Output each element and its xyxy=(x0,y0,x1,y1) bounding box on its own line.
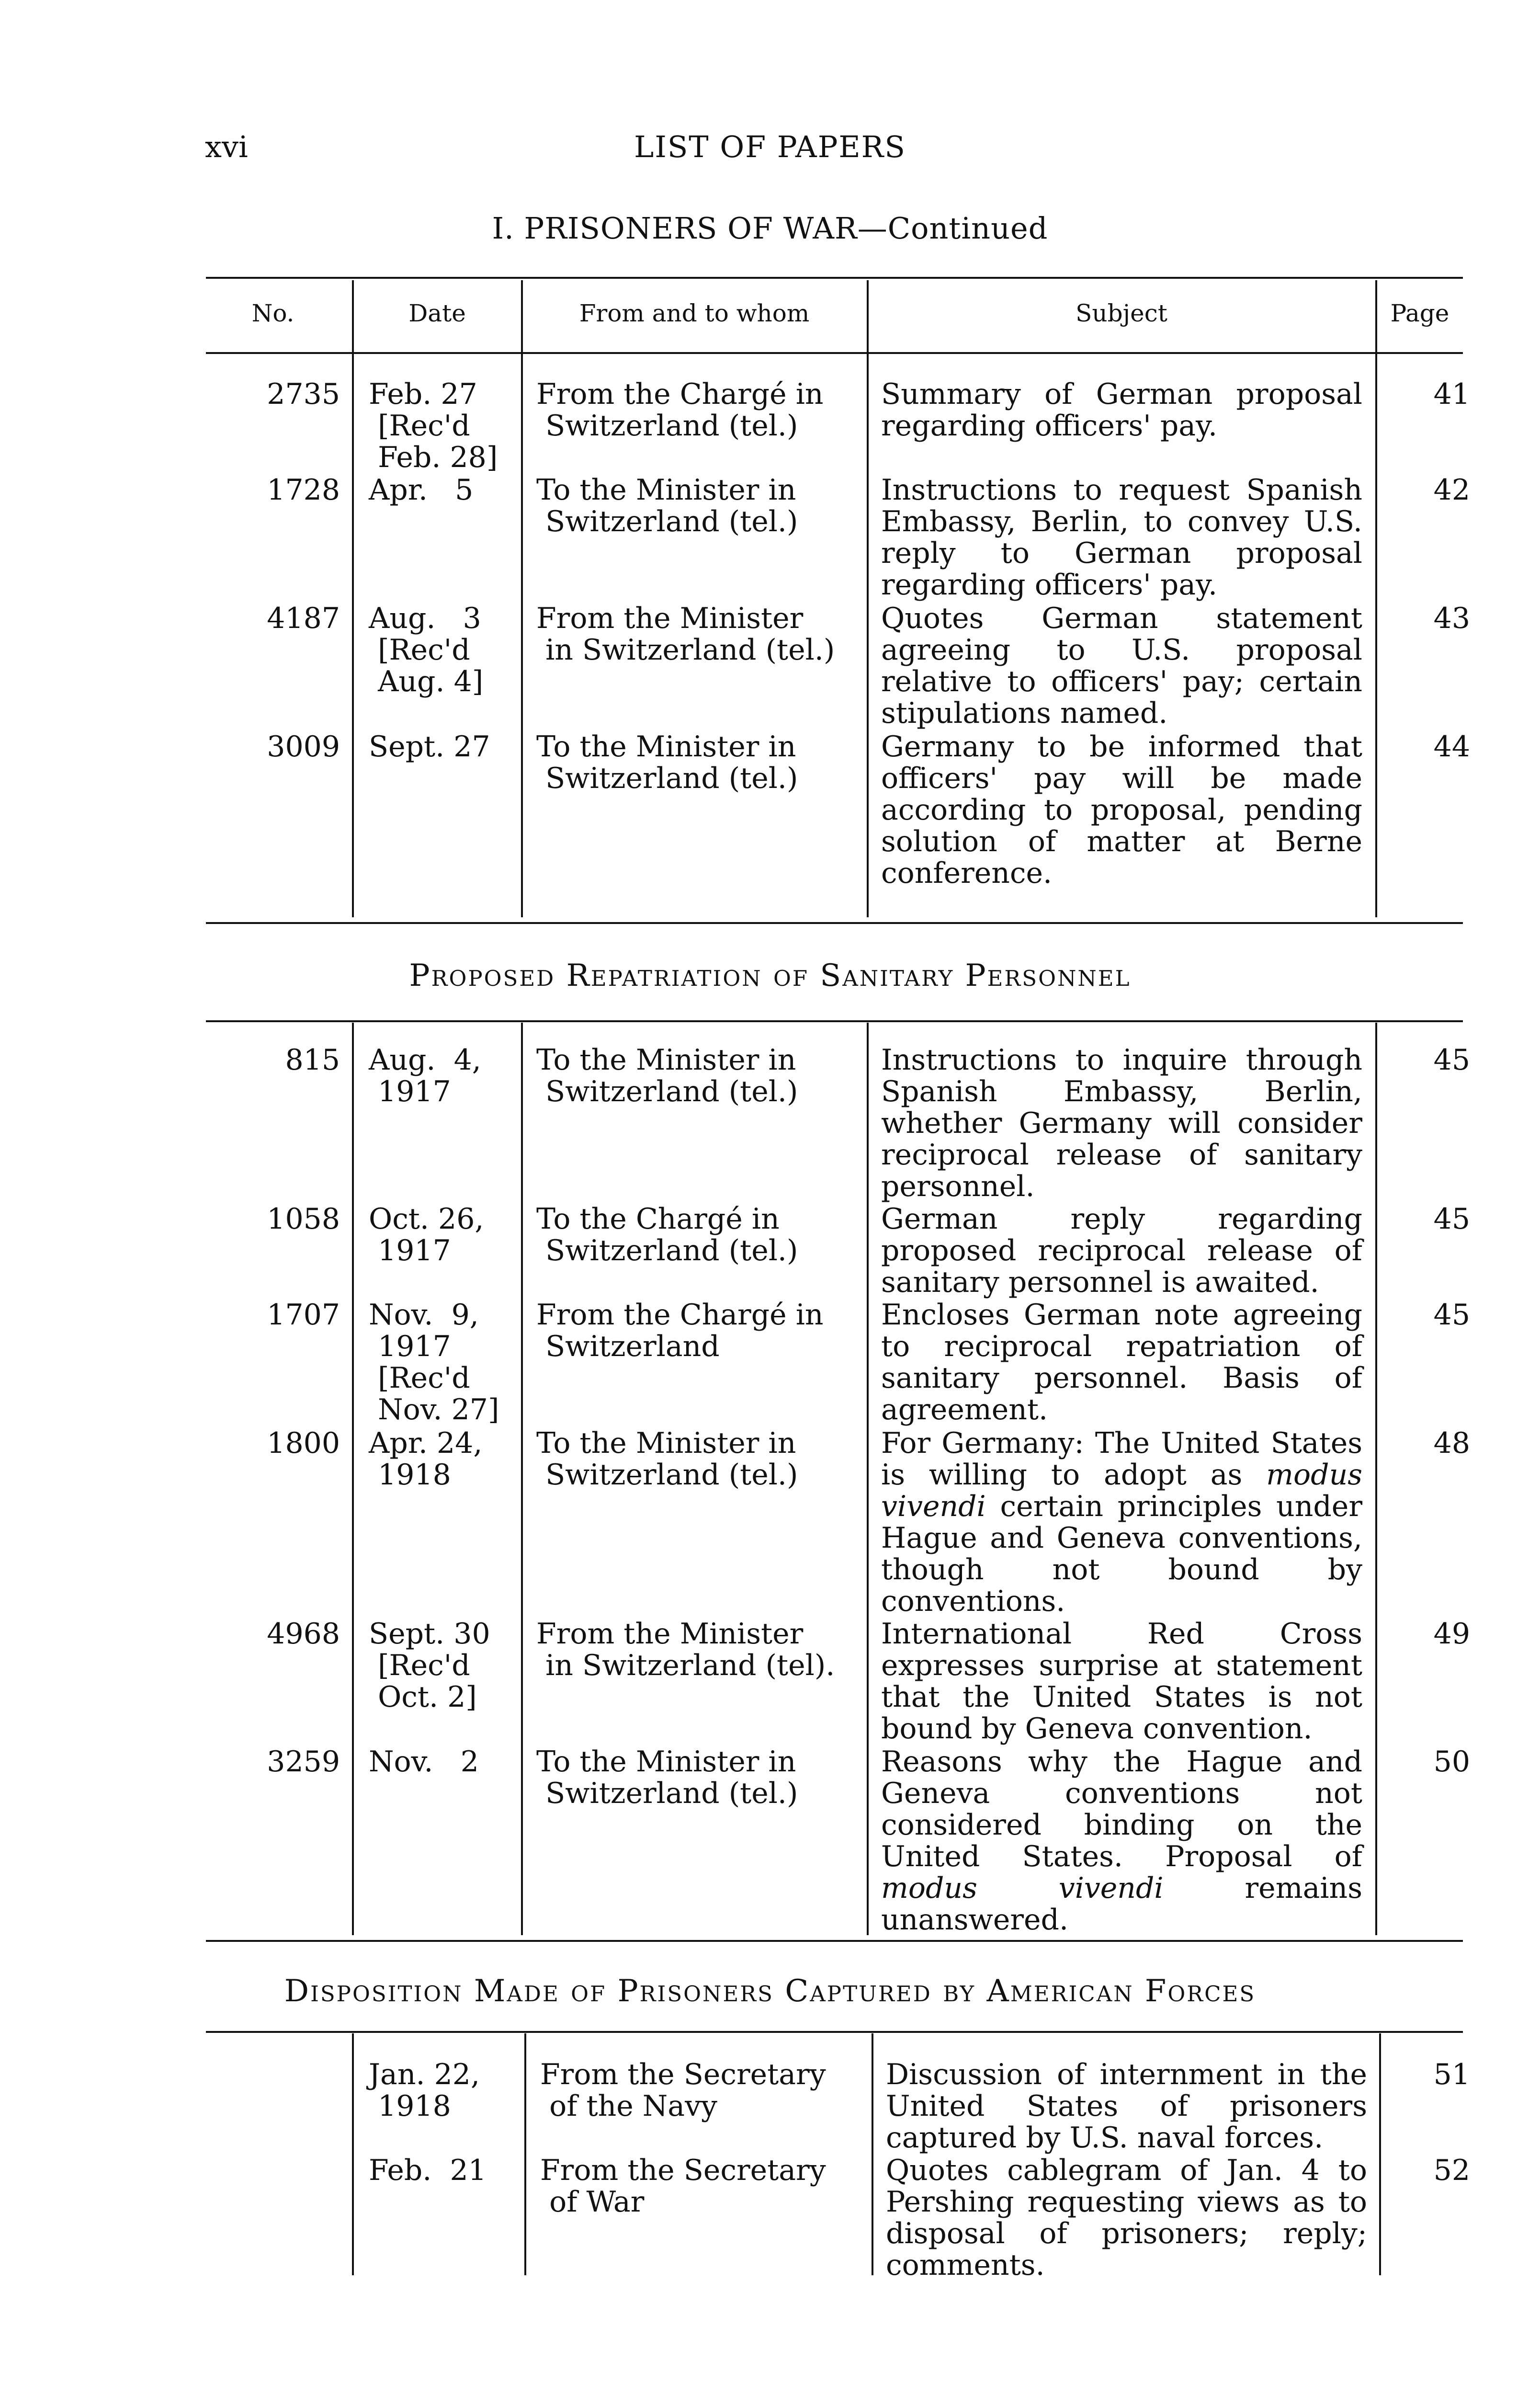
paper-from-to: From the Minister in Switzerland (tel). xyxy=(536,1617,835,1682)
col-divider xyxy=(524,2033,526,2275)
paper-subject: Summary of German proposal regarding officers' pay. xyxy=(881,377,1362,443)
col-divider xyxy=(872,2033,873,2275)
paper-no: 1728 xyxy=(267,473,340,507)
paper-date: Apr. 5 xyxy=(369,473,474,507)
paper-no: 2735 xyxy=(267,377,340,411)
table-top-rule xyxy=(206,1020,1463,1022)
paper-from-to: To the Minister in Switzerland (tel.) xyxy=(536,730,798,795)
paper-no: 1058 xyxy=(267,1202,340,1236)
paper-date: Aug. 3 [Rec'd Aug. 4] xyxy=(369,602,484,698)
page-header xyxy=(0,129,1540,177)
paper-date: Nov. 9, 1917 [Rec'd Nov. 27] xyxy=(369,1298,499,1426)
paper-subject: Instructions to inquire through Spanish Embassy, Berlin, whether Germany will consider reciprocal release of sanitary personnel. xyxy=(881,1043,1362,1203)
paper-date: Aug. 4, 1917 xyxy=(369,1043,481,1108)
table-top-rule xyxy=(206,277,1463,279)
paper-from-to: To the Minister in Switzerland (tel.) xyxy=(536,1745,798,1810)
subsection-title: Proposed Repatriation of Sanitary Personnel xyxy=(409,958,1131,993)
paper-no: 1707 xyxy=(267,1298,340,1332)
paper-from-to: To the Minister in Switzerland (tel.) xyxy=(536,1043,798,1108)
paper-from-to: From the Secretary of War xyxy=(540,2154,826,2219)
col-divider xyxy=(521,1023,523,1935)
paper-no: 1800 xyxy=(267,1426,340,1460)
paper-page: 41 xyxy=(1433,377,1470,411)
paper-page: 51 xyxy=(1433,2058,1470,2091)
paper-from-to: From the Chargé in Switzerland (tel.) xyxy=(536,377,824,443)
paper-date: Sept. 30 [Rec'd Oct. 2] xyxy=(369,1617,490,1714)
table-header-rule xyxy=(206,352,1463,354)
paper-subject: International Red Cross expresses surprise at statement that the United States is not bound by Geneva convention. xyxy=(881,1617,1362,1745)
col-header-page: Page xyxy=(1390,299,1449,327)
paper-subject: German reply regarding proposed reciprocal release of sanitary personnel is awaited. xyxy=(881,1202,1362,1299)
table-top-rule xyxy=(206,2031,1463,2033)
paper-from-to: To the Minister in Switzerland (tel.) xyxy=(536,473,798,538)
paper-date: Apr. 24, 1918 xyxy=(369,1426,483,1492)
paper-date: Feb. 27 [Rec'd Feb. 28] xyxy=(369,377,498,474)
col-divider xyxy=(1375,1023,1377,1935)
paper-date: Sept. 27 xyxy=(369,730,490,764)
section-title: I. PRISONERS OF WAR—Continued xyxy=(492,211,1048,246)
paper-from-to: From the Minister in Switzerland (tel.) xyxy=(536,602,835,667)
paper-subject: Instructions to request Spanish Embassy, Berlin, to convey U.S. reply to German proposal regarding officers' pay. xyxy=(881,473,1362,602)
paper-date: Oct. 26, 1917 xyxy=(369,1202,484,1267)
paper-from-to: To the Chargé in Switzerland (tel.) xyxy=(536,1202,798,1267)
paper-subject: Discussion of internment in the United States of prisoners captured by U.S. naval forces. xyxy=(886,2058,1367,2155)
paper-from-to: From the Chargé in Switzerland xyxy=(536,1298,824,1363)
paper-subject: Quotes cablegram of Jan. 4 to Pershing requesting views as to disposal of prisoners; reply; comments. xyxy=(886,2154,1367,2282)
col-header-subject: Subject xyxy=(1076,299,1167,327)
col-divider xyxy=(867,1023,869,1935)
paper-subject: Encloses German note agreeing to reciprocal repatriation of sanitary personnel. Basis of agreement. xyxy=(881,1298,1362,1426)
paper-page: 42 xyxy=(1433,473,1470,507)
paper-page: 49 xyxy=(1433,1617,1470,1651)
paper-subject: For Germany: The United States is willing to adopt as modus vivendi certain principles under Hague and Geneva conventions, though not bound by conventions. xyxy=(881,1426,1362,1618)
col-divider xyxy=(1375,280,1377,917)
col-divider xyxy=(867,280,869,917)
paper-no: 4968 xyxy=(267,1617,340,1651)
paper-subject: Quotes German statement agreeing to U.S. proposal relative to officers' pay; certain stipulations named. xyxy=(881,602,1362,730)
paper-date: Jan. 22, 1918 xyxy=(369,2058,480,2123)
col-header-no: No. xyxy=(251,299,294,327)
paper-from-to: To the Minister in Switzerland (tel.) xyxy=(536,1426,798,1492)
paper-subject: Reasons why the Hague and Geneva conventions not considered binding on the United States. Proposal of modus vivendi remains unanswered. xyxy=(881,1745,1362,1937)
paper-no: 3259 xyxy=(267,1745,340,1779)
paper-from-to: From the Secretary of the Navy xyxy=(540,2058,826,2123)
table-bottom-rule xyxy=(206,1940,1463,1942)
paper-page: 43 xyxy=(1433,602,1470,635)
paper-page: 44 xyxy=(1433,730,1470,764)
paper-page: 52 xyxy=(1433,2154,1470,2187)
page-number: xvi xyxy=(205,129,248,164)
paper-page: 48 xyxy=(1433,1426,1470,1460)
subsection-title: Disposition Made of Prisoners Captured by American Forces xyxy=(284,1973,1256,2009)
paper-subject: Germany to be informed that officers' pay will be made according to proposal, pending solution of matter at Berne conference. xyxy=(881,730,1362,890)
paper-no: 4187 xyxy=(267,602,340,635)
paper-date: Feb. 21 xyxy=(369,2154,487,2187)
col-divider xyxy=(521,280,523,917)
table-bottom-rule xyxy=(206,922,1463,924)
paper-date: Nov. 2 xyxy=(369,1745,479,1779)
col-divider xyxy=(352,280,354,917)
paper-no: 3009 xyxy=(267,730,340,764)
running-title: LIST OF PAPERS xyxy=(634,129,906,164)
paper-page: 45 xyxy=(1433,1043,1470,1077)
paper-no: 815 xyxy=(285,1043,340,1077)
col-divider xyxy=(352,2033,354,2275)
col-header-from: From and to whom xyxy=(579,299,810,327)
col-header-date: Date xyxy=(408,299,466,327)
col-divider xyxy=(352,1023,354,1935)
paper-page: 50 xyxy=(1433,1745,1470,1779)
paper-page: 45 xyxy=(1433,1202,1470,1236)
paper-page: 45 xyxy=(1433,1298,1470,1332)
